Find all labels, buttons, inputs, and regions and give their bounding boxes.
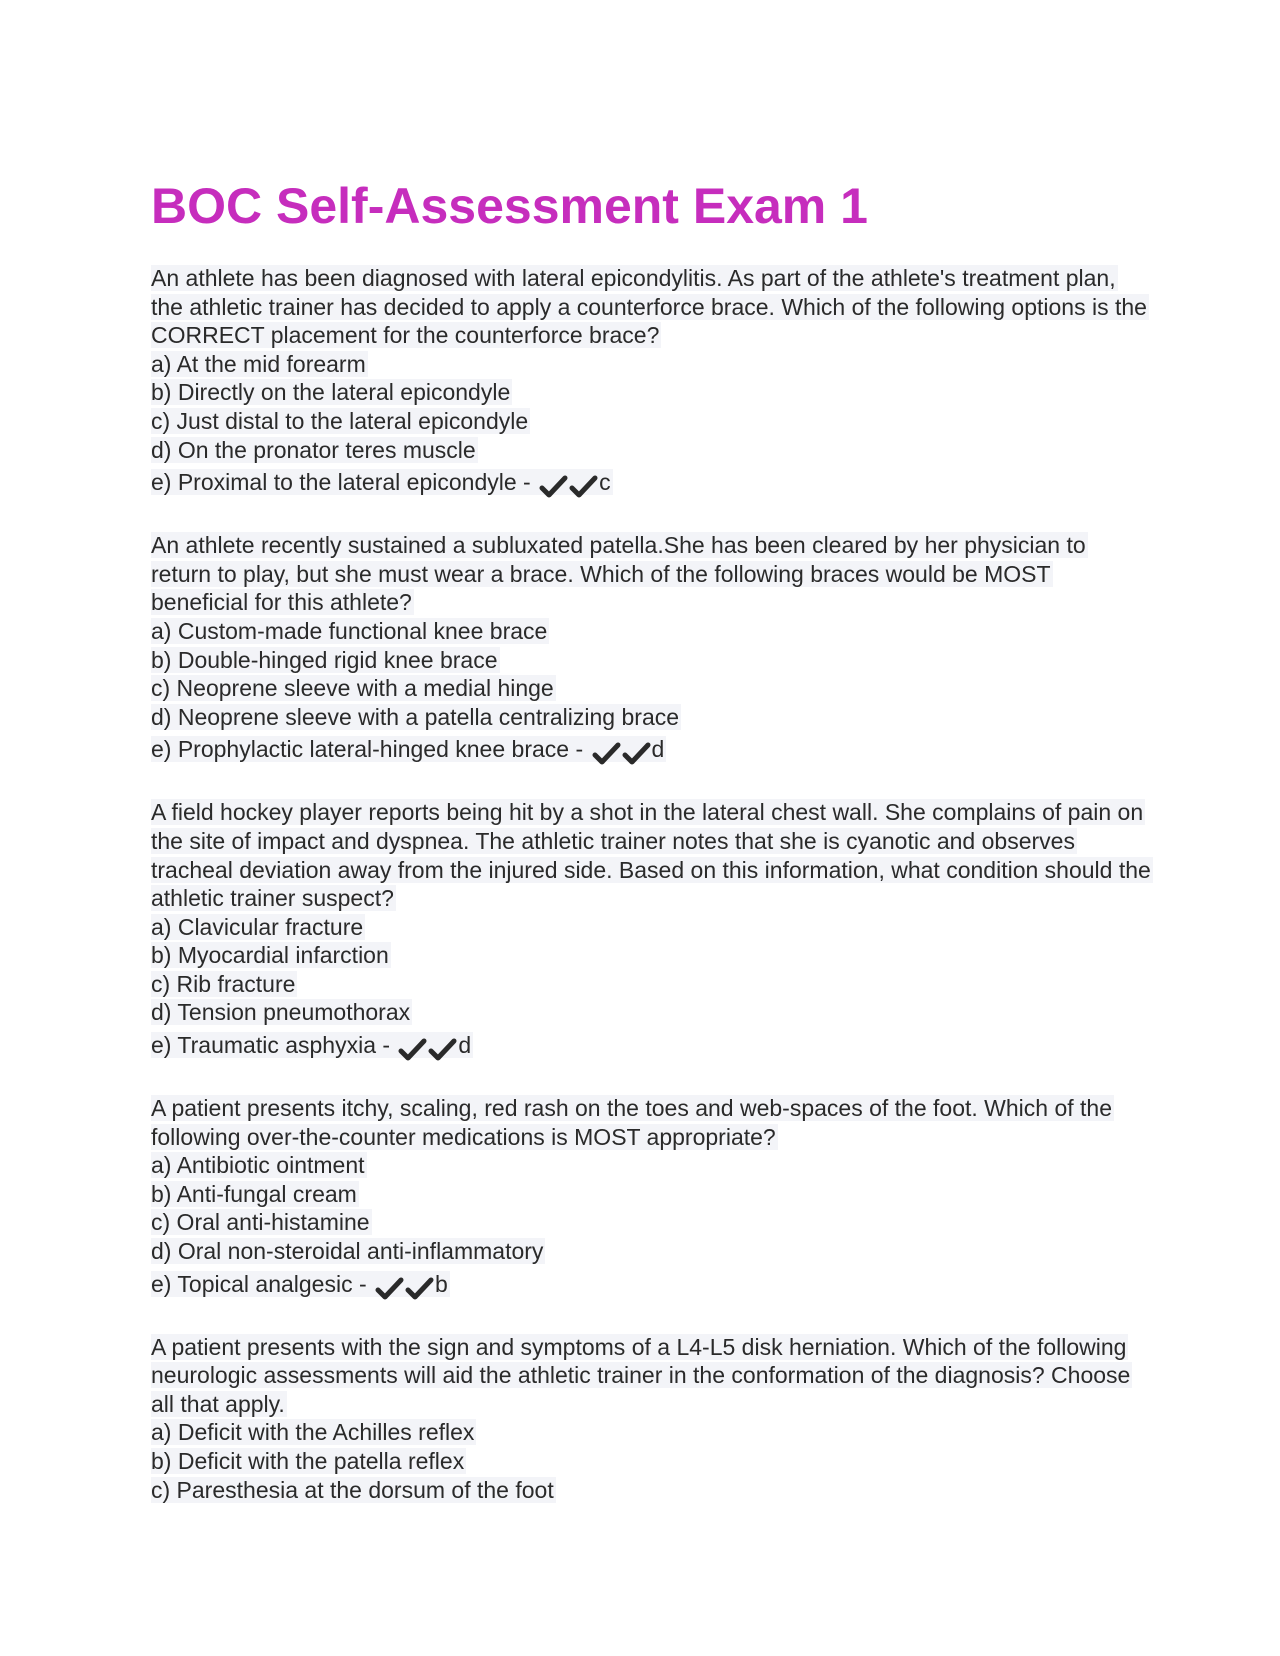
option-e: [151, 1029, 1151, 1064]
option-e: [151, 1268, 1151, 1303]
option-c-text: c) Paresthesia at the dorsum of the foot: [151, 1476, 554, 1503]
option-d: [151, 436, 1151, 465]
question-1: [151, 264, 1151, 501]
answer-letter: d: [458, 1032, 472, 1059]
option-a-text: a) Clavicular fracture: [151, 913, 364, 940]
option-d-text: d) On the pronator teres muscle: [151, 436, 476, 463]
option-c: [151, 1476, 1151, 1505]
option-c-text: c) Rib fracture: [151, 970, 296, 997]
option-c-text: c) Neoprene sleeve with a medial hinge: [151, 675, 554, 702]
double-checkmark-icon: [375, 1271, 435, 1303]
question-stem: [151, 1333, 1151, 1419]
question-stem: [151, 531, 1151, 617]
checkmark-icon: [428, 1037, 458, 1063]
double-checkmark-icon: [539, 469, 599, 501]
option-b-text: b) Directly on the lateral epicondyle: [151, 379, 511, 406]
option-a: [151, 1151, 1151, 1180]
option-d-text: d) Neoprene sleeve with a patella centralizing brace: [151, 703, 680, 730]
option-b: [151, 941, 1151, 970]
option-d: [151, 703, 1151, 732]
question-stem: [151, 1094, 1151, 1151]
question-2: [151, 531, 1151, 768]
question-stem: [151, 264, 1151, 350]
answer-letter: c: [599, 469, 611, 496]
checkmark-icon: [569, 474, 599, 500]
checkmark-icon: [622, 741, 652, 767]
option-a: [151, 350, 1151, 379]
answer-letter: b: [435, 1270, 448, 1297]
checkmark-icon: [398, 1037, 428, 1063]
question-5: [151, 1333, 1151, 1505]
question-stem-text: A patient presents itchy, scaling, red rash on the toes and web-spaces of the foot. Which of the following over-the-counter medications is MOST appropriate?: [151, 1095, 1113, 1150]
option-e-text: e) Topical analgesic -: [151, 1270, 367, 1297]
option-e-text: e) Traumatic asphyxia -: [151, 1032, 391, 1059]
option-e-text: e) Prophylactic lateral-hinged knee brace -: [151, 736, 584, 763]
checkmark-icon: [375, 1276, 405, 1302]
option-a-text: a) Antibiotic ointment: [151, 1152, 365, 1179]
question-stem-text: An athlete has been diagnosed with lateral epicondylitis. As part of the athlete's treatment plan, the athletic trainer has decided to apply a counterforce brace. Which of the following options is the CORRECT placement for the counterforce brace?: [151, 265, 1147, 349]
document-page: [151, 176, 1151, 1534]
option-e: [151, 466, 1151, 501]
option-c-text: c) Oral anti-histamine: [151, 1209, 370, 1236]
option-a: [151, 913, 1151, 942]
option-d: [151, 1237, 1151, 1266]
question-4: [151, 1094, 1151, 1303]
checkmark-icon: [592, 741, 622, 767]
option-b: [151, 1447, 1151, 1476]
option-b-text: b) Deficit with the patella reflex: [151, 1448, 465, 1474]
question-3: [151, 798, 1151, 1064]
option-c-text: c) Just distal to the lateral epicondyle: [151, 407, 529, 434]
option-d: [151, 998, 1151, 1027]
option-b: [151, 378, 1151, 407]
option-d-text: d) Oral non-steroidal anti-inflammatory: [151, 1238, 544, 1265]
answer-letter: d: [651, 736, 665, 763]
option-b-text: b) Double-hinged rigid knee brace: [151, 646, 498, 673]
page-title: BOC Self-Assessment Exam 1: [151, 178, 868, 234]
option-d-text: d) Tension pneumothorax: [151, 999, 411, 1026]
option-b: [151, 646, 1151, 675]
question-stem-text: An athlete recently sustained a subluxated patella.She has been cleared by her physician to return to play, but she must wear a brace. Which of the following braces would be MOST beneficial for this athlete?: [151, 532, 1086, 616]
question-stem-text: A patient presents with the sign and symptoms of a L4-L5 disk herniation. Which of the following neurologic assessments will aid the athletic trainer in the conformation of the diagnosis? Choose all that apply.: [151, 1333, 1131, 1417]
double-checkmark-icon: [398, 1032, 458, 1064]
option-c: [151, 407, 1151, 436]
option-e: [151, 733, 1151, 768]
checkmark-icon: [539, 474, 569, 500]
option-c: [151, 674, 1151, 703]
option-b-text: b) Myocardial infarction: [151, 942, 389, 969]
option-b-text: b) Anti-fungal cream: [151, 1180, 357, 1207]
question-stem: [151, 798, 1151, 912]
double-checkmark-icon: [592, 736, 652, 768]
checkmark-icon: [405, 1276, 435, 1302]
option-a-text: a) Custom-made functional knee brace: [151, 617, 548, 644]
option-c: [151, 1208, 1151, 1237]
option-a-text: a) Deficit with the Achilles reflex: [151, 1419, 475, 1446]
option-c: [151, 970, 1151, 999]
option-e-text: e) Proximal to the lateral epicondyle -: [151, 469, 531, 496]
option-b: [151, 1180, 1151, 1209]
option-a: [151, 617, 1151, 646]
question-stem-text: A field hockey player reports being hit by a shot in the lateral chest wall. She complains of pain on the site of impact and dyspnea. The athletic trainer notes that she is cyanotic and observes tracheal deviation away from the injured side. Based on this information, what condition should the athletic trainer suspect?: [151, 799, 1151, 912]
option-a: [151, 1418, 1151, 1447]
option-a-text: a) At the mid forearm: [151, 350, 366, 377]
